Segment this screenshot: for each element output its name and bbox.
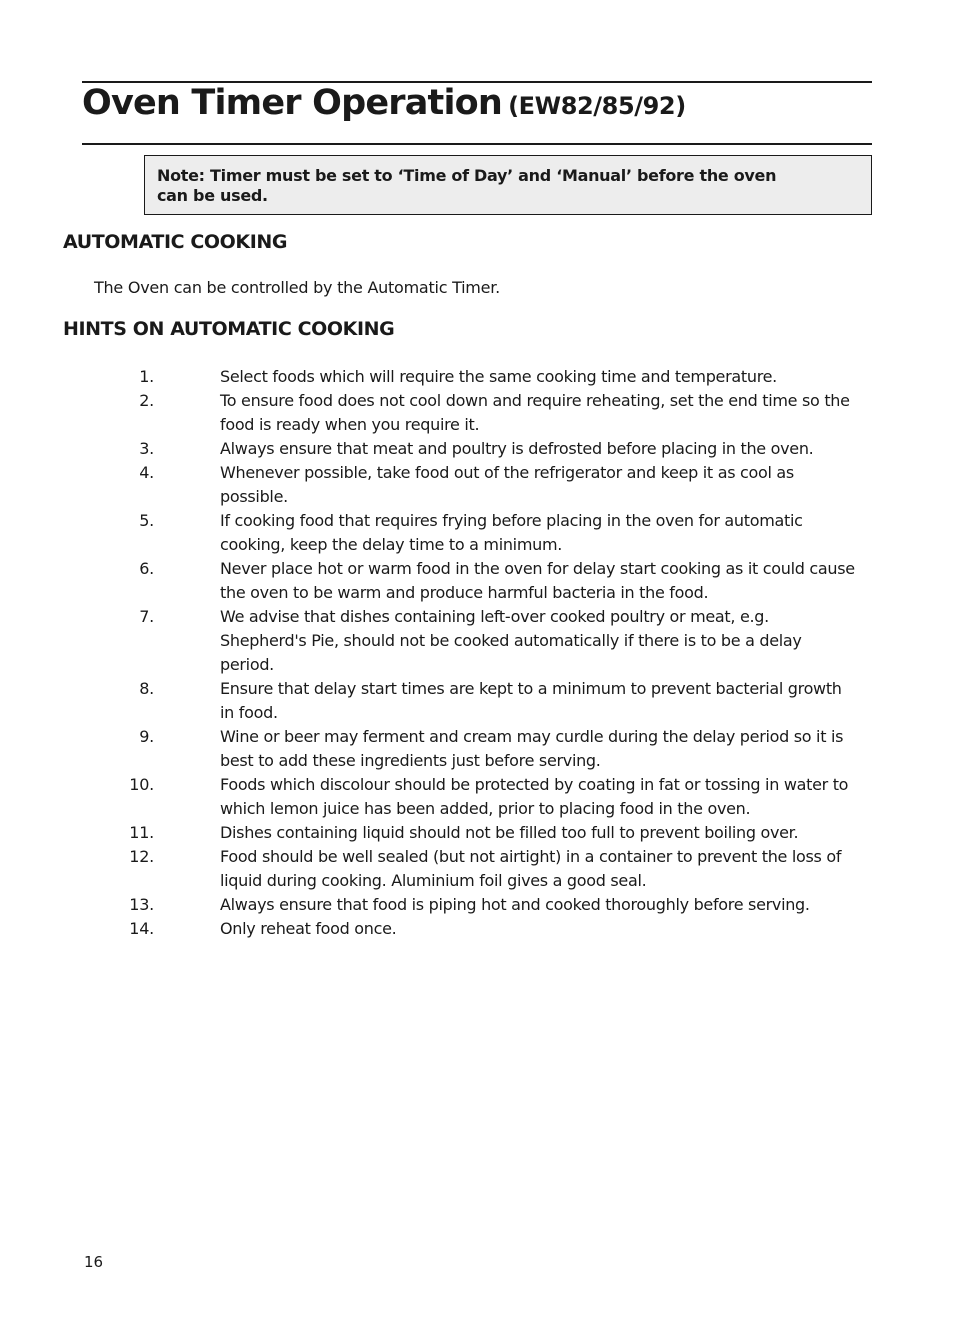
hint-text: Ensure that delay start times are kept to a minimum to prevent bacterial growth in food. [220,679,842,722]
hint-item [0,845,954,893]
hint-text: Food should be well sealed (but not airtight) in a container to prevent the loss of liquid during cooking. Aluminium foil gives a good seal. [220,847,842,890]
page-title-main: Oven Timer Operation [82,83,503,123]
hint-text: Dishes containing liquid should not be filled too full to prevent boiling over. [220,823,799,842]
hint-text: We advise that dishes containing left-over cooked poultry or meat, e.g. Shepherd's Pie, should not be cooked automatically if there is to be a delay period. [220,607,802,674]
note-text: Note: Timer must be set to ‘Time of Day’ and ‘Manual’ before the oven can be used. [157,166,777,205]
hint-item [0,917,954,941]
hint-number: 5. [139,511,154,530]
hint-text: Whenever possible, take food out of the refrigerator and keep it as cool as possible. [220,463,794,506]
hint-number: 6. [139,559,154,578]
automatic-cooking-heading: AUTOMATIC COOKING [63,231,288,253]
hint-text: Only reheat food once. [220,919,397,938]
hint-item [0,773,954,821]
hint-item [0,389,954,437]
hint-item [0,437,954,461]
title-bottom-rule [82,143,872,145]
hint-number: 2. [139,391,154,410]
hint-text: Select foods which will require the same cooking time and temperature. [220,367,777,386]
hints-heading: HINTS ON AUTOMATIC COOKING [63,318,395,340]
hint-number: 14. [129,919,154,938]
hint-item [0,509,954,557]
hint-item [0,365,954,389]
hint-text: Always ensure that meat and poultry is defrosted before placing in the oven. [220,439,814,458]
hint-text: Wine or beer may ferment and cream may curdle during the delay period so it is best to add these ingredients just before serving. [220,727,844,770]
page-title-models: (EW82/85/92) [508,92,686,120]
hint-item [0,893,954,917]
hint-number: 10. [129,775,154,794]
hint-number: 7. [139,607,154,626]
hint-number: 4. [139,463,154,482]
hints-list [0,365,954,941]
hint-text: If cooking food that requires frying before placing in the oven for automatic cooking, keep the delay time to a minimum. [220,511,803,554]
hint-number: 8. [139,679,154,698]
page-title [82,80,686,126]
hint-text: Never place hot or warm food in the oven for delay start cooking as it could cause the oven to be warm and produce harmful bacteria in the food. [220,559,855,602]
automatic-cooking-intro: The Oven can be controlled by the Automatic Timer. [94,278,500,297]
hint-item [0,557,954,605]
hint-number: 9. [139,727,154,746]
hint-number: 1. [139,367,154,386]
hint-item [0,677,954,725]
hint-item [0,461,954,509]
hint-text: Always ensure that food is piping hot and cooked thoroughly before serving. [220,895,810,914]
hint-item [0,725,954,773]
hint-number: 3. [139,439,154,458]
note-box [144,155,872,215]
hint-item [0,605,954,677]
hint-number: 11. [129,823,154,842]
page-number: 16 [84,1253,104,1271]
hint-item [0,821,954,845]
hint-number: 13. [129,895,154,914]
hint-text: Foods which discolour should be protected by coating in fat or tossing in water to which lemon juice has been added, prior to placing food in the oven. [220,775,849,818]
hint-number: 12. [129,847,154,866]
hint-text: To ensure food does not cool down and require reheating, set the end time so the food is ready when you require it. [220,391,850,434]
